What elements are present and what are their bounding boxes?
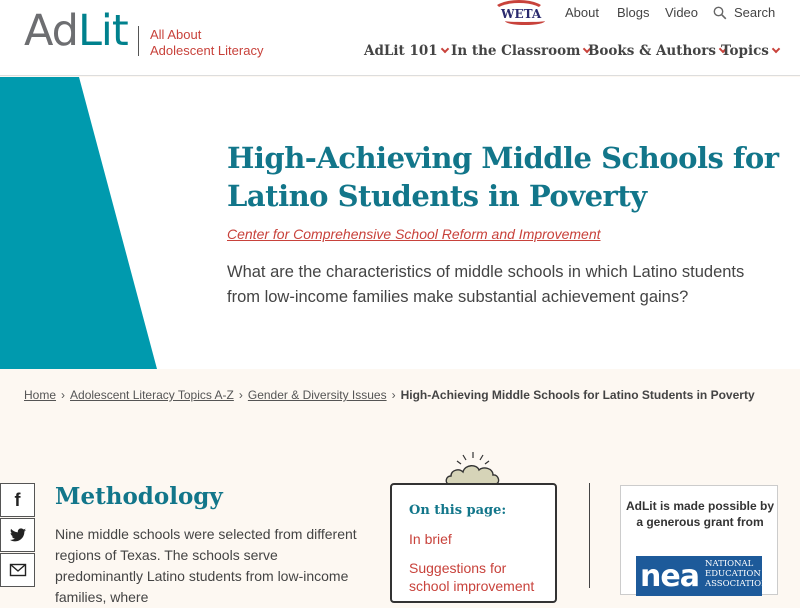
nea-logo[interactable] <box>636 556 769 596</box>
nav-label: In the Classroom <box>451 43 581 59</box>
search-link[interactable]: Search <box>734 5 776 20</box>
about-link[interactable]: About <box>565 5 599 20</box>
nav-in-the-classroom[interactable] <box>451 43 590 59</box>
breadcrumb-home[interactable]: Home <box>24 388 57 402</box>
breadcrumb-current: High-Achieving Middle Schools for Latino Students in Poverty <box>400 388 755 402</box>
nea-logo-mark: nea <box>640 559 699 594</box>
share-facebook-button[interactable] <box>0 483 35 517</box>
nav-topics[interactable] <box>721 43 779 59</box>
nav-adlit-101[interactable] <box>364 43 448 59</box>
tagline-line-1: All About <box>150 27 202 42</box>
nav-label: AdLit 101 <box>364 43 438 59</box>
video-link[interactable]: Video <box>665 5 699 20</box>
nea-logo-words <box>705 559 769 589</box>
breadcrumb <box>24 388 755 402</box>
hero-teal-shape <box>0 77 170 369</box>
share-twitter-button[interactable] <box>0 518 35 552</box>
breadcrumb-separator: › <box>391 388 396 402</box>
toc-link-suggestions[interactable]: Suggestions for school improvement <box>409 560 535 594</box>
twitter-icon <box>10 528 26 542</box>
sponsor-box <box>620 485 778 595</box>
search-icon[interactable] <box>713 6 727 20</box>
article-paragraph: Nine middle schools were selected from different regions of Texas. The schools serve predominantly Latino students from low-income families, where <box>55 526 357 605</box>
breadcrumb-separator: › <box>238 388 243 402</box>
nav-label: Books & Authors <box>588 43 717 59</box>
facebook-icon: f <box>14 489 21 510</box>
chevron-down-icon <box>440 45 448 53</box>
sponsor-text: AdLit is made possible by a generous grant from <box>625 499 775 529</box>
logo-tagline <box>150 27 263 59</box>
on-this-page-box <box>390 483 557 603</box>
logo-ad: Ad <box>24 6 78 56</box>
on-this-page-title: On this page: <box>409 503 507 518</box>
blogs-link[interactable]: Blogs <box>617 5 650 20</box>
logo-lit: Lit <box>77 6 128 56</box>
nea-word: EDUCATION <box>705 569 761 579</box>
logo-divider <box>138 26 139 56</box>
nav-books-authors[interactable] <box>588 43 726 59</box>
toc-link-in-brief[interactable]: In brief <box>409 531 452 547</box>
nea-word: ASSOCIATION <box>705 579 769 589</box>
adlit-logo[interactable] <box>24 6 128 56</box>
tagline-line-2: Adolescent Literacy <box>150 43 264 58</box>
source-link[interactable]: Center for Comprehensive School Reform and Improvement <box>227 226 601 242</box>
chevron-down-icon <box>772 45 780 53</box>
site-header <box>0 0 800 76</box>
section-heading: Methodology <box>55 483 223 510</box>
hero-banner <box>0 77 800 369</box>
column-divider <box>589 483 590 588</box>
page-summary: What are the characteristics of middle schools in which Latino students from low-income families make substantial achievement gains? <box>227 263 745 306</box>
email-icon <box>10 564 26 576</box>
share-email-button[interactable] <box>0 553 35 587</box>
page-title: High-Achieving Middle Schools for Latino Students in Poverty <box>227 141 779 213</box>
weta-swoosh-icon <box>505 17 545 25</box>
breadcrumb-topics[interactable]: Adolescent Literacy Topics A-Z <box>70 388 234 402</box>
nea-word: NATIONAL <box>705 559 754 569</box>
weta-logo[interactable]: WETA <box>501 7 542 21</box>
cloud-sun-icon <box>443 450 503 486</box>
breadcrumb-category[interactable]: Gender & Diversity Issues <box>247 388 387 402</box>
nav-label: Topics <box>721 43 769 59</box>
breadcrumb-separator: › <box>61 388 66 402</box>
